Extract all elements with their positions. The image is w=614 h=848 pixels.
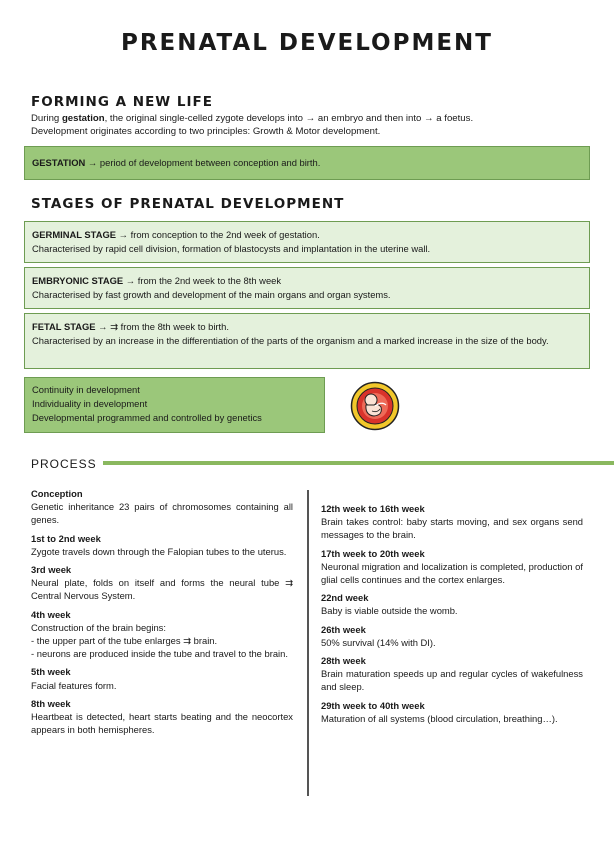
- page-title: PRENATAL DEVELOPMENT: [120, 30, 493, 56]
- process-label: PROCESS: [31, 457, 97, 471]
- milestone-heading: 1st to 2nd week: [31, 532, 101, 544]
- stage-description: Characterised by fast growth and development of the main organs and organ systems.: [32, 289, 391, 300]
- stage-name: FETAL STAGE: [32, 321, 96, 332]
- milestone-text: - neurons are produced inside the tube and travel to the brain.: [31, 648, 288, 660]
- intro-line-1: [31, 112, 591, 125]
- stage-box-embryonic: [24, 267, 590, 309]
- intro-term: gestation: [61, 113, 105, 124]
- column-divider: [307, 490, 309, 796]
- milestone-heading: 5th week: [31, 666, 71, 678]
- milestone-heading: 4th week: [31, 608, 71, 620]
- stage-period: → from conception to the 2nd week of gestation.: [118, 229, 320, 240]
- stage-name: EMBRYONIC STAGE: [32, 275, 124, 286]
- stage-name: GERMINAL STAGE: [32, 229, 117, 240]
- principle-item: Developmental programmed and controlled by genetics: [32, 412, 262, 423]
- milestone-text: Maturation of all systems (blood circulation, breathing…).: [321, 712, 558, 724]
- milestone-heading: 12th week to 16th week: [321, 503, 425, 514]
- principles-box: [24, 377, 325, 433]
- intro-paragraph: [31, 112, 591, 138]
- milestone-text: Genetic inheritance 23 pairs of chromosomes containing all genes.: [31, 501, 293, 526]
- gestation-definition: → period of development between conception and birth.: [87, 157, 321, 168]
- milestone-heading: Conception: [31, 488, 83, 499]
- milestone-heading: 22nd week: [321, 592, 369, 604]
- milestone-text: Baby is viable outside the womb.: [321, 605, 458, 617]
- milestone-text: Zygote travels down through the Falopian tubes to the uterus.: [31, 545, 287, 557]
- milestone-heading: 29th week to 40th week: [321, 699, 425, 711]
- intro-text: During: [31, 113, 62, 124]
- milestone-heading: 3rd week: [31, 564, 72, 576]
- section-heading-stages: STAGES OF PRENATAL DEVELOPMENT: [31, 196, 345, 212]
- section-heading-forming: FORMING A NEW LIFE: [31, 94, 213, 110]
- stage-period: → ⇉ from the 8th week to birth.: [98, 321, 229, 332]
- milestone-heading: 8th week: [31, 697, 71, 709]
- milestone-text: Heartbeat is detected, heart starts beating and the neocortex appears in both hemispheres.: [31, 711, 293, 736]
- process-left-column: [31, 487, 293, 736]
- milestone-text: 50% survival (14% with DI).: [321, 636, 436, 648]
- stage-period: → from the 2nd week to the 8th week: [125, 275, 282, 286]
- milestone-text: Facial features form.: [31, 679, 117, 691]
- gestation-definition-box: [24, 146, 590, 180]
- fetus-in-womb-icon: [350, 381, 400, 431]
- milestone-text: Brain takes control: baby starts moving, and sex organs send messages to the brain.: [321, 516, 583, 541]
- stage-description: Characterised by an increase in the differentiation of the parts of the organism and a marked increase in the size of the body.: [32, 335, 549, 346]
- milestone-text: Construction of the brain begins:: [31, 621, 166, 633]
- principle-item: Individuality in development: [32, 398, 148, 409]
- stage-box-germinal: [24, 221, 590, 263]
- stage-box-fetal: [24, 313, 590, 369]
- milestone-text: - the upper part of the tube enlarges ⇉ brain.: [31, 635, 218, 647]
- gestation-term: GESTATION: [32, 157, 86, 168]
- milestone-text: Neuronal migration and localization is completed, production of glial cells continues and the cortex enlarges.: [321, 560, 583, 586]
- milestone-heading: 28th week: [321, 655, 366, 667]
- process-right-column: [321, 502, 583, 725]
- milestone-text: Neural plate, folds on itself and forms the neural tube ⇉ Central Nervous System.: [31, 577, 293, 602]
- process-divider-bar: [103, 461, 614, 465]
- intro-text: , the original single-celled zygote develops into → an embryo and then into → a foetus.: [104, 113, 474, 124]
- intro-line-2: Development originates according to two principles: Growth & Motor development.: [31, 126, 381, 137]
- milestone-heading: 17th week to 20th week: [321, 547, 425, 559]
- principle-item: Continuity in development: [32, 384, 140, 395]
- milestone-heading: 26th week: [321, 623, 366, 635]
- milestone-text: Brain maturation speeds up and regular cycles of wakefulness and sleep.: [321, 668, 583, 693]
- stage-description: Characterised by rapid cell division, formation of blastocysts and implantation in the uterine wall.: [32, 243, 431, 254]
